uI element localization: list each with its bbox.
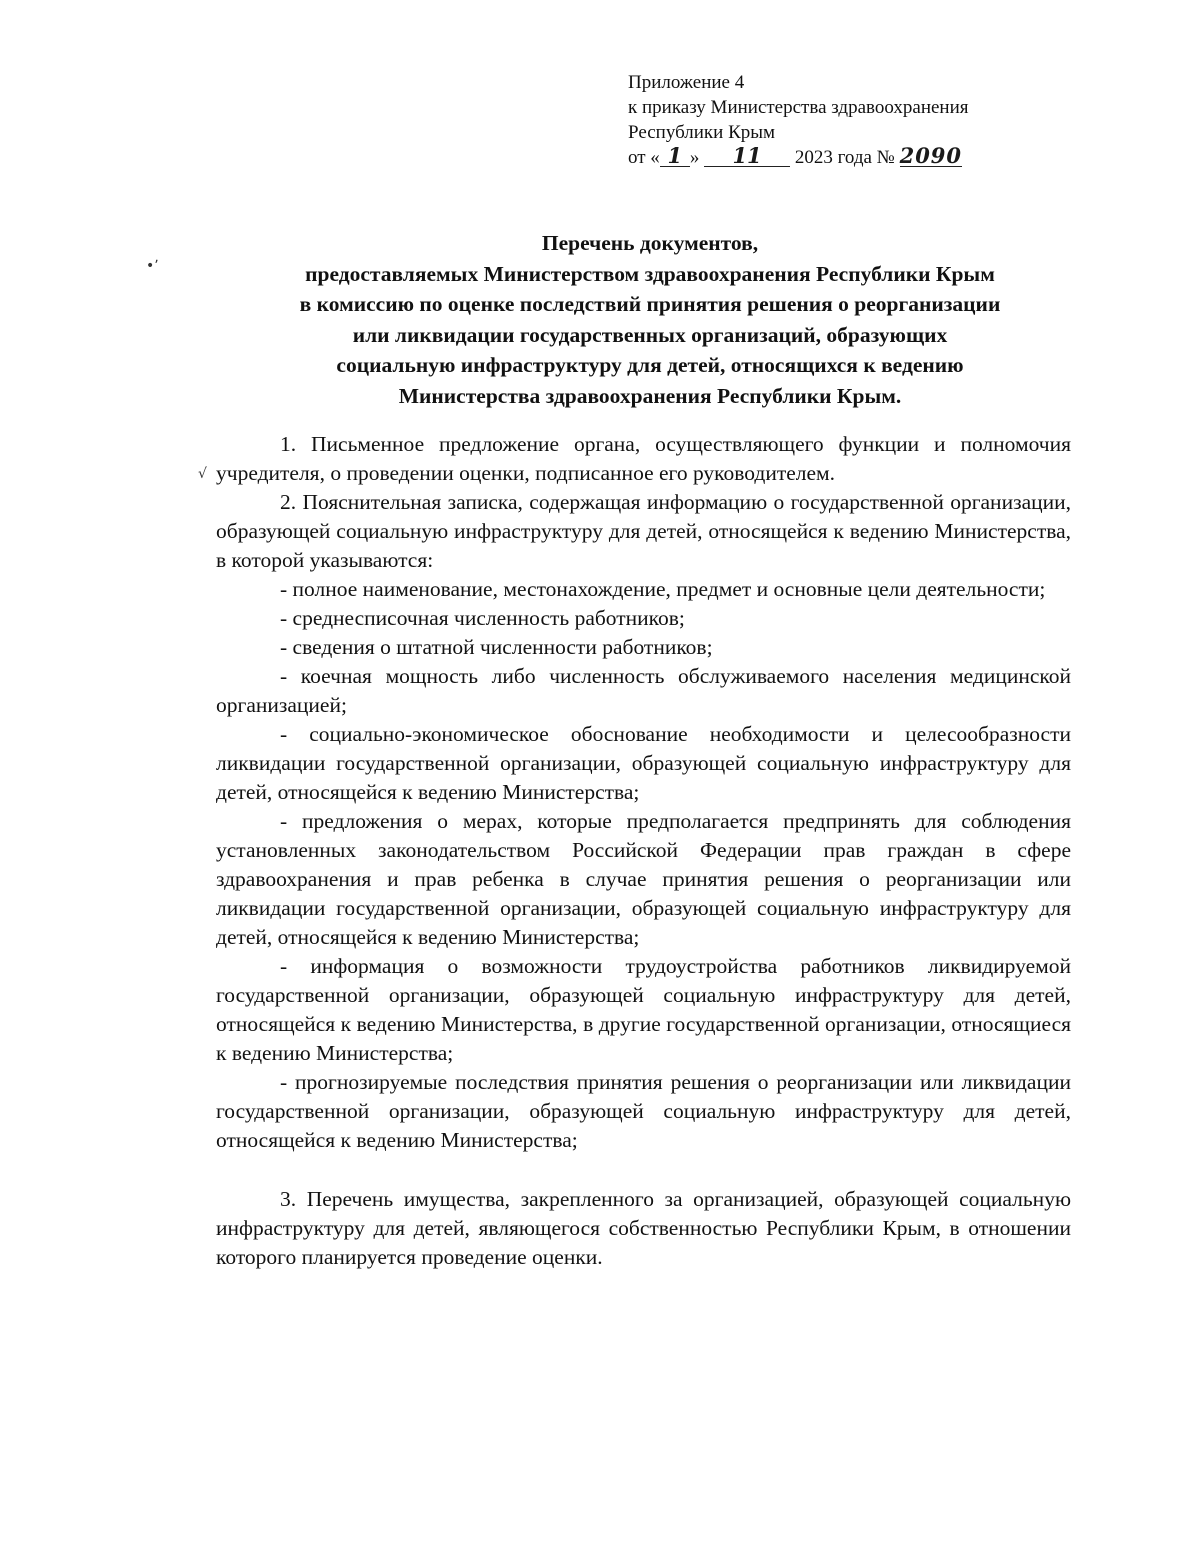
title-line: или ликвидации государственных организаций, образующих — [352, 322, 948, 347]
list-item: - коечная мощность либо численность обслуживаемого населения медицинской организацией; — [216, 664, 1071, 717]
list-item: - информация о возможности трудоустройства работников ликвидируемой государственной организации, образующей социальную инфраструктуру для детей, относящейся к ведению Министерства, в другие государственной организации, относящиеся к ведению Министерства; — [216, 954, 1071, 1065]
appendix-title: Приложение 4 — [628, 72, 745, 93]
title-line: предоставляемых Министерством здравоохранения Республики Крым — [305, 261, 995, 286]
date-prefix: от « — [628, 147, 660, 168]
title-line: социальную инфраструктуру для детей, относящихся к ведению — [336, 353, 964, 377]
appendix-date-line — [628, 145, 1088, 170]
list-item: - среднесписочная численность работников; — [280, 606, 685, 630]
handwritten-month: 11 — [704, 146, 790, 167]
list-item: - прогнозируемые последствия принятия решения о реорганизации или ликвидации государственной организации, образующей социальную инфраструктуру для детей, относящейся к ведению Министерства; — [216, 1070, 1071, 1152]
appendix-header — [628, 70, 1088, 170]
paragraph-item-3: 3. Перечень имущества, закрепленного за организацией, образующей социальную инфраструктуру для детей, являющегося собственностью Республики Крым, в отношении которого планируется проведение оценки. — [216, 1187, 1071, 1269]
list-item: - полное наименование, местонахождение, предмет и основные цели деятельности; — [280, 577, 1046, 601]
list-item: - социально-экономическое обоснование необходимости и целесообразности ликвидации государственной организации, образующей социальную инфраструктуру для детей, относящейся к ведению Министерства; — [216, 722, 1071, 804]
date-mid: » — [689, 147, 700, 168]
document-body — [216, 430, 1071, 1272]
handwritten-order-number: 2090 — [899, 143, 963, 168]
paragraph-item-2: 2. Пояснительная записка, содержащая информацию о государственной организации, образующей социальную инфраструктуру для детей, относящейся к ведению Министерства, в которой указываются: — [216, 490, 1071, 572]
list-item: - предложения о мерах, которые предполагается предпринять для соблюдения установленных законодательством Российской Федерации прав граждан в сфере здравоохранения и прав ребенка в случае принятия решения о реорганизации или ликвидации государственной организации, образующей социальную инфраструктуру для детей, относящейся к ведению Министерства; — [216, 809, 1071, 949]
date-suffix: 2023 года № — [794, 147, 895, 168]
document-title — [150, 228, 1150, 411]
appendix-order-ref: к приказу Министерства здравоохранения — [628, 97, 969, 118]
scan-artifact: √ — [198, 466, 207, 482]
appendix-region: Республики Крым — [628, 122, 776, 143]
title-line: в комиссию по оценке последствий принятия решения о реорганизации — [299, 292, 1001, 316]
handwritten-day: 1 — [660, 146, 690, 167]
scan-artifact: •ʼ — [146, 258, 159, 274]
list-item: - сведения о штатной численности работников; — [280, 635, 713, 659]
title-line: Перечень документов, — [541, 231, 759, 255]
title-line: Министерства здравоохранения Республики Крым. — [398, 383, 902, 408]
paragraph-item-1: 1. Письменное предложение органа, осуществляющего функции и полномочия учредителя, о проведении оценки, подписанное его руководителем. — [216, 432, 1071, 485]
